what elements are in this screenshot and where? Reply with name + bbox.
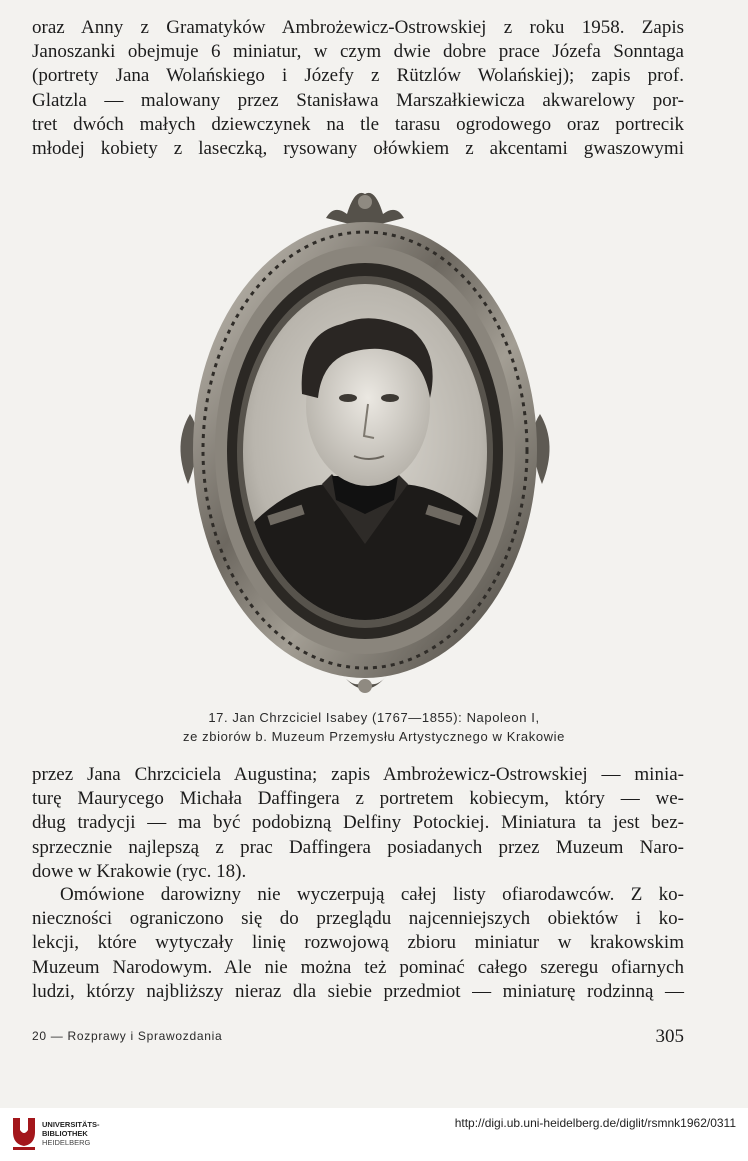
university-library-logo-icon [10, 1116, 38, 1152]
caption-line: 17. Jan Chrzciciel Isabey (1767—1855): Napoleon I, [208, 710, 540, 725]
paragraph-bottom [32, 883, 684, 1004]
text-line: Glatzla — malowany przez Stanisława Marszałkiewicza akwarelowy por- [32, 89, 684, 111]
miniature-portrait-image [172, 184, 558, 700]
text-line: sprzecznie najlepszą z prac Daffingera posiadanych przez Muzeum Naro- [32, 836, 684, 858]
text-line: Omówione darowizny nie wyczerpują całej listy ofiarodawców. Z ko- [60, 884, 684, 905]
text-line: (portrety Jana Wolańskiego i Józefy z Rützlów Wolańskiej); zapis prof. [32, 65, 684, 87]
text-line: Muzeum Narodowym. Ale nie można też pominać całego szeregu ofiarnych [32, 956, 684, 978]
page-number: 305 [655, 1026, 684, 1047]
paragraph-top [32, 16, 684, 161]
library-name [42, 1120, 100, 1147]
text-line: nieczności ograniczono się do przeglądu najcenniejszych obiektów i ko- [32, 908, 684, 930]
text-line: dowe w Krakowie (ryc. 18). [32, 860, 247, 882]
library-name-line: UNIVERSITÄTS- [42, 1120, 100, 1129]
text-line: Janoszanki obejmuje 6 miniatur, w czym dwie dobre prace Józefa Sonntaga [32, 41, 684, 63]
figure-caption [60, 708, 688, 746]
text-line: ludzi, którzy najbliższy nieraz dla siebie przedmiot — miniaturę rodzinną — [32, 980, 684, 1002]
text-line: lekcji, które wytyczały linię rozwojową zbioru miniatur w krakowskim [32, 932, 684, 954]
napoleon-miniature-figure [172, 184, 558, 700]
text-line: oraz Anny z Gramatyków Ambrożewicz-Ostrowskiej z roku 1958. Zapis [32, 17, 684, 38]
text-line: dług tradycji — ma być podobizną Delfiny Potockiej. Miniatura ta jest bez- [32, 812, 684, 834]
text-line: turę Maurycego Michała Daffingera z portretem kobiecym, który — we- [32, 788, 684, 810]
caption-line: ze zbiorów b. Muzeum Przemysłu Artystycznego w Krakowie [183, 729, 565, 744]
source-url-link[interactable]: http://digi.ub.uni-heidelberg.de/diglit/rsmnk1962/0311 [454, 1116, 736, 1130]
library-name-line: BIBLIOTHEK [42, 1129, 88, 1138]
signature-mark: 20 — Rozprawy i Sprawozdania [32, 1029, 223, 1043]
text-line: przez Jana Chrzciciela Augustina; zapis Ambrożewicz-Ostrowskiej — minia- [32, 764, 684, 785]
paragraph-middle [32, 763, 684, 884]
text-line: tret dwóch małych dziewczynek na tle tarasu ogrodowego oraz portrecik [32, 113, 684, 135]
text-line: młodej kobiety z laseczką, rysowany ołówkiem z akcentami gwaszowymi [32, 138, 684, 160]
library-name-line: HEIDELBERG [42, 1138, 91, 1147]
